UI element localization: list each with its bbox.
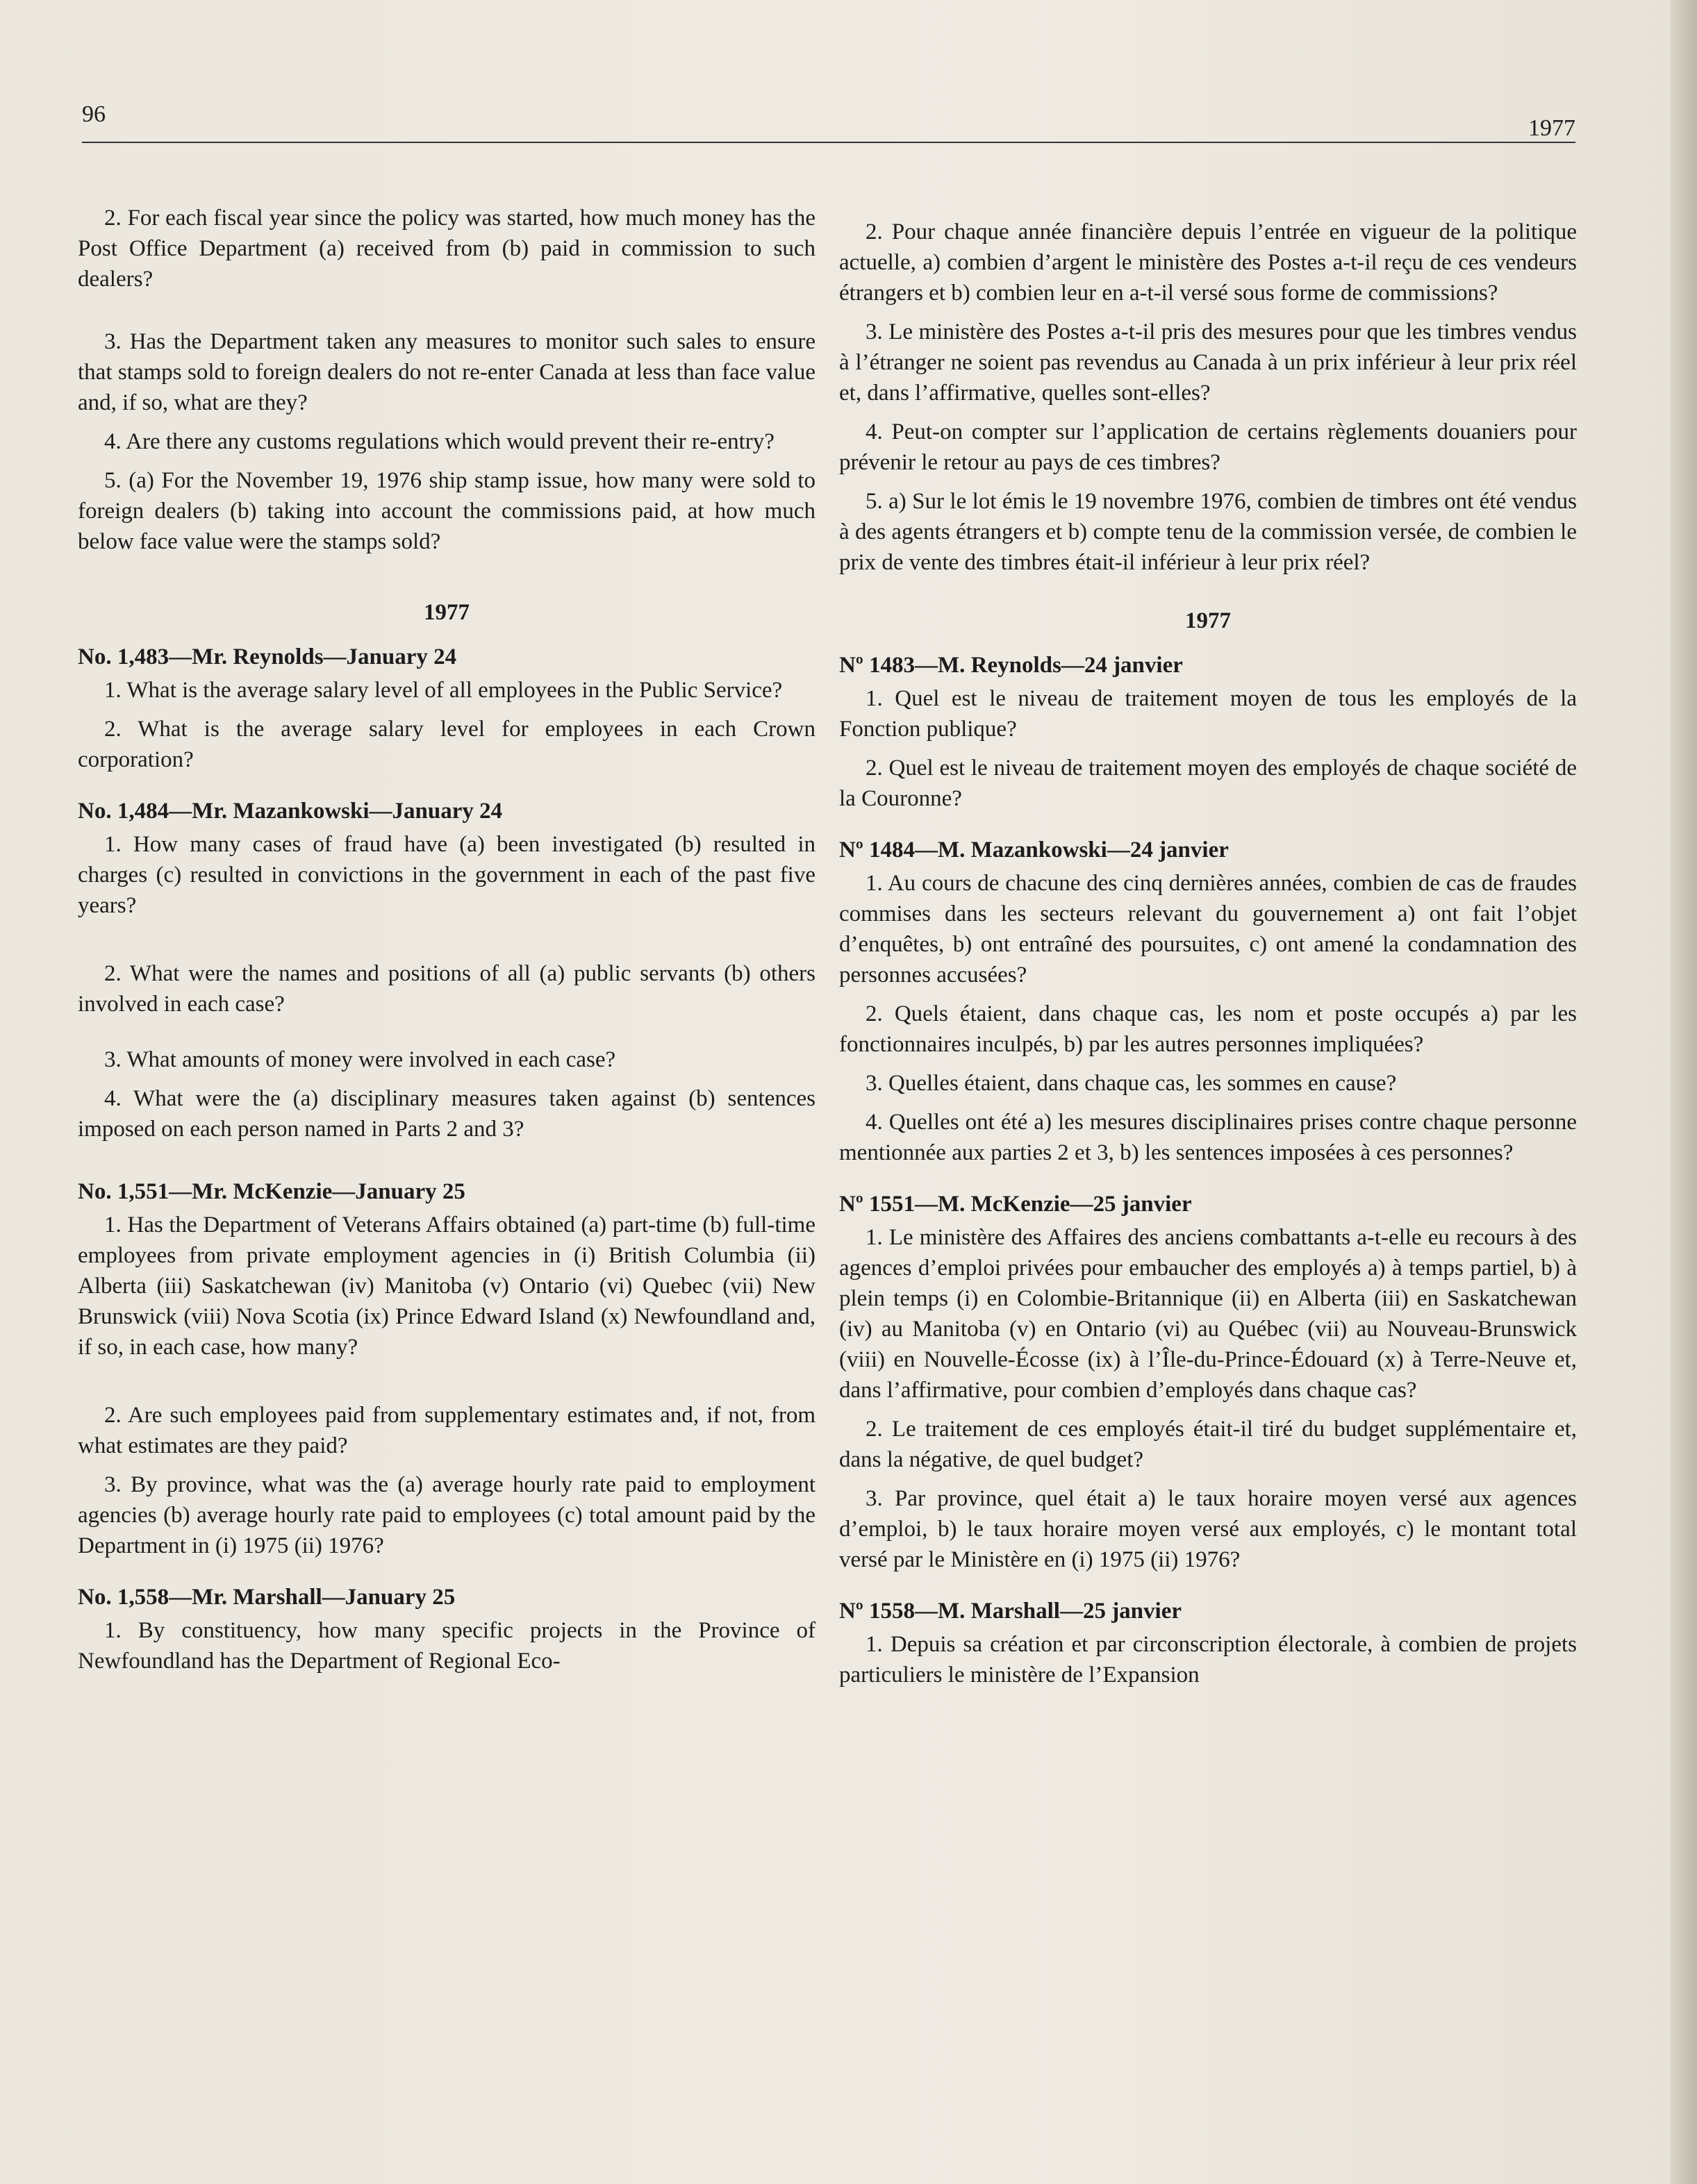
running-header — [82, 97, 1575, 143]
paragraph: 1. By constituency, how many specific projects in the Province of Newfoundland has the Department of Regional Eco- — [78, 1618, 816, 1674]
question-heading: Nº 1484—M. Mazankowski—24 janvier — [839, 837, 1229, 862]
paragraph: 3. Quelles étaient, dans chaque cas, les sommes en cause? — [866, 1071, 1397, 1096]
paragraph: 2. Are such employees paid from supplementary estimates and, if not, from what estimates are they paid? — [78, 1403, 816, 1458]
year-heading: 1977 — [1185, 608, 1231, 633]
paragraph: 2. Le traitement de ces employés était-il tiré du budget supplémentaire et, dans la négative, de quel budget? — [839, 1417, 1577, 1472]
page-number: 96 — [82, 101, 106, 127]
question-heading: No. 1,558—Mr. Marshall—January 25 — [78, 1585, 456, 1610]
paragraph: 4. Peut-on compter sur l’application de certains règlements douaniers pour prévenir le retour au pays de ces timbres? — [839, 419, 1577, 475]
question-heading: Nº 1551—M. McKenzie—25 janvier — [839, 1192, 1192, 1217]
question-heading: Nº 1483—M. Reynolds—24 janvier — [839, 653, 1183, 678]
paragraph: 1. Quel est le niveau de traitement moyen de tous les employés de la Fonction publique? — [839, 686, 1577, 742]
paragraph: 4. What were the (a) disciplinary measures taken against (b) sentences imposed on each person named in Parts 2 and 3? — [78, 1086, 816, 1142]
paragraph: 3. What amounts of money were involved in each case? — [104, 1047, 616, 1072]
paragraph: 3. By province, what was the (a) average hourly rate paid to employment agencies (b) average hourly rate paid to employees (c) total amount paid by the Department in (i) 1975 (ii) 1976? — [78, 1472, 816, 1558]
paragraph: 1. What is the average salary level of all employees in the Public Service? — [104, 678, 783, 703]
paragraph: 2. For each fiscal year since the policy was started, how much money has the Post Office Department (a) received from (b) paid in commission to such dealers? — [78, 206, 816, 292]
french-column — [839, 203, 1577, 1690]
paragraph: 3. Le ministère des Postes a-t-il pris des mesures pour que les timbres vendus à l’étranger ne soient pas revendus au Canada à un prix inférieur à leur prix réel et, dans l’affirmative, quelles sont-elles? — [839, 319, 1577, 406]
paragraph: 4. Are there any customs regulations which would prevent their re-entry? — [104, 429, 775, 454]
paragraph: 5. (a) For the November 19, 1976 ship stamp issue, how many were sold to foreign dealers (b) taking into account the commissions paid, at how much below face value were the stamps sold? — [78, 468, 816, 554]
question-heading: No. 1,483—Mr. Reynolds—January 24 — [78, 644, 457, 669]
paragraph: 3. Has the Department taken any measures to monitor such sales to ensure that stamps sold to foreign dealers do not re-enter Canada at less than face value and, if so, what are they? — [78, 329, 816, 415]
paragraph: 1. Au cours de chacune des cinq dernières années, combien de cas de fraudes commises dans les secteurs relevant du gouvernement a) ont fait l’objet d’enquêtes, b) ont entraîné des poursuites, c) ont amené la condamnation des personnes accusées? — [839, 871, 1577, 987]
paragraph: 2. Pour chaque année financière depuis l’entrée en vigueur de la politique actuelle, a) combien d’argent le ministère des Postes a-t-il reçu de ces vendeurs étrangers et b) combien leur en a-t-il versé sous forme de commissions? — [839, 219, 1577, 306]
paragraph: 1. Has the Department of Veterans Affairs obtained (a) part-time (b) full-time employees from private employment agencies in (i) British Columbia (ii) Alberta (iii) Saskatchewan (iv) Manitoba (v) Ontario (vi) Quebec (vii) New Brunswick (viii) Nova Scotia (ix) Prince Edward Island (x) Newfoundland and, if so, in each case, how many? — [78, 1212, 816, 1360]
header-year: 1977 — [1528, 115, 1575, 141]
paragraph: 1. Depuis sa création et par circonscription électorale, à combien de projets particuliers le ministère de l’Expansion — [839, 1632, 1577, 1687]
year-heading: 1977 — [424, 600, 470, 625]
paragraph: 1. Le ministère des Affaires des anciens combattants a-t-elle eu recours à des agences d’emploi privées pour embaucher des employés a) à temps partiel, b) à plein temps (i) en Colombie-Britannique (ii) en Alberta (iii) en Saskatchewan (iv) au Manitoba (v) en Ontario (vi) au Québec (vii) au Nouveau-Brunswick (viii) en Nouvelle-Écosse (ix) à l’Île-du-Prince-Édouard (x) à Terre-Neuve et, dans l’affirmative, pour combien d’employés dans chaque cas? — [839, 1225, 1577, 1403]
paragraph: 2. Quel est le niveau de traitement moyen des employés de chaque société de la Couronne? — [839, 756, 1577, 811]
binding-gutter — [1671, 0, 1697, 2184]
question-heading: Nº 1558—M. Marshall—25 janvier — [839, 1599, 1182, 1624]
paragraph: 1. How many cases of fraud have (a) been investigated (b) resulted in charges (c) resulted in convictions in the government in each of the past five years? — [78, 832, 816, 918]
paragraph: 2. Quels étaient, dans chaque cas, les nom et poste occupés a) par les fonctionnaires inculpés, b) par les autres personnes impliquées? — [839, 1001, 1577, 1057]
english-column — [78, 203, 816, 1676]
question-heading: No. 1,484—Mr. Mazankowski—January 24 — [78, 799, 503, 824]
paragraph: 5. a) Sur le lot émis le 19 novembre 1976, combien de timbres ont été vendus à des agents étrangers et b) compte tenu de la commission versée, de combien le prix de vente des timbres était-il inférieur à leur prix réel? — [839, 489, 1577, 575]
paragraph: 2. What is the average salary level for employees in each Crown corporation? — [78, 717, 816, 772]
paragraph: 3. Par province, quel était a) le taux horaire moyen versé aux agences d’emploi, b) le taux horaire moyen versé aux employés, c) le montant total versé par le Ministère en (i) 1975 (ii) 1976? — [839, 1486, 1577, 1572]
question-heading: No. 1,551—Mr. McKenzie—January 25 — [78, 1179, 465, 1204]
paragraph: 2. What were the names and positions of all (a) public servants (b) others involved in each case? — [78, 961, 816, 1017]
paragraph: 4. Quelles ont été a) les mesures disciplinaires prises contre chaque personne mentionnée aux parties 2 et 3, b) les sentences imposées à ces personnes? — [839, 1110, 1577, 1165]
